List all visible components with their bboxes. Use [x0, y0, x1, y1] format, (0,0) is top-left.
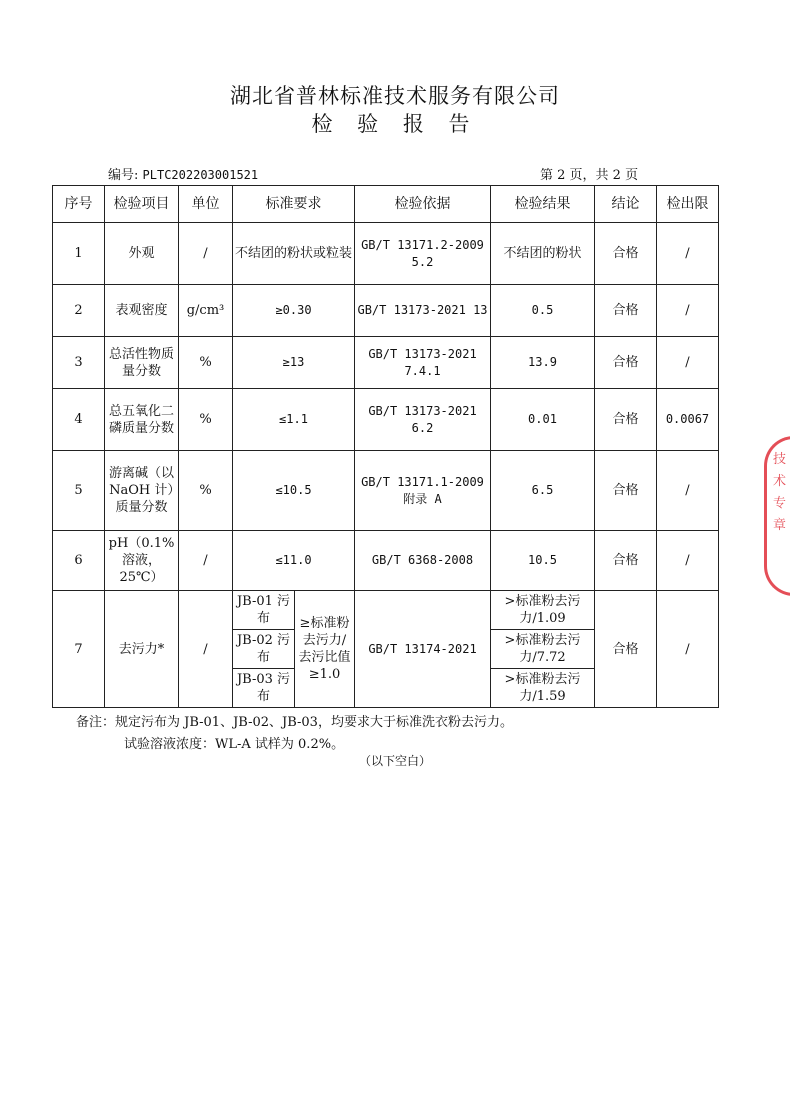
table-row [53, 285, 719, 337]
test-basis: GB/T 13171.2-2009 5.2 [355, 223, 491, 285]
unit: / [179, 531, 233, 591]
detection-limit: / [657, 223, 719, 285]
column-header: 检验结果 [491, 186, 595, 223]
requirement: 不结团的粉状或粒装 [233, 223, 355, 285]
blank-below-note: （以下空白） [358, 754, 431, 768]
requirement: ≤1.1 [233, 389, 355, 451]
test-result: 13.9 [491, 337, 595, 389]
conclusion: 合格 [595, 337, 657, 389]
report-number [108, 164, 258, 183]
row-number: 7 [53, 591, 105, 708]
column-header: 标准要求 [233, 186, 355, 223]
detection-limit: 0.0067 [657, 389, 719, 451]
row-number: 3 [53, 337, 105, 389]
unit: % [179, 337, 233, 389]
test-result: 10.5 [491, 531, 595, 591]
row-number: 4 [53, 389, 105, 451]
column-header: 单位 [179, 186, 233, 223]
inspection-table [52, 185, 719, 708]
unit: / [179, 223, 233, 285]
requirement: ≥0.30 [233, 285, 355, 337]
test-basis: GB/T 13171.1-2009 附录 A [355, 451, 491, 531]
detection-limit: / [657, 591, 719, 708]
seal-char: 术 [773, 474, 787, 489]
test-result: 不结团的粉状 [491, 223, 595, 285]
table-row [53, 223, 719, 285]
test-item: pH（0.1% 溶液，25℃） [105, 531, 179, 591]
test-basis: GB/T 13173-2021 6.2 [355, 389, 491, 451]
table-row [53, 451, 719, 531]
table-row [53, 591, 719, 630]
test-item: 表观密度 [105, 285, 179, 337]
conclusion: 合格 [595, 451, 657, 531]
test-result: >标准粉去污力/7.72 [491, 630, 595, 669]
row-number: 2 [53, 285, 105, 337]
conclusion: 合格 [595, 531, 657, 591]
test-result: >标准粉去污力/1.09 [491, 591, 595, 630]
row-number: 1 [53, 223, 105, 285]
seal-char: 专 [773, 496, 787, 511]
unit: % [179, 451, 233, 531]
test-basis: GB/T 13173-2021 13 [355, 285, 491, 337]
column-header: 检验项目 [105, 186, 179, 223]
table-row [53, 337, 719, 389]
note-line: 备注：规定污布为 JB-01、JB-02、JB-03，均要求大于标准洗衣粉去污力。 [76, 715, 513, 730]
report-number-label: 编号: [108, 168, 139, 183]
requirement: ≥标准粉去污力/去污比值≥1.0 [295, 591, 355, 708]
column-header: 检出限 [657, 186, 719, 223]
test-basis: GB/T 6368-2008 [355, 531, 491, 591]
column-header: 检验依据 [355, 186, 491, 223]
seal-char: 技 [773, 452, 787, 467]
note-line: 试验溶液浓度：WL-A 试样为 0.2%。 [124, 737, 345, 752]
column-header: 序号 [53, 186, 105, 223]
test-item: 外观 [105, 223, 179, 285]
detection-limit: / [657, 285, 719, 337]
cloth-label: JB-03 污布 [233, 669, 295, 708]
test-item: 游离碱（以 NaOH 计）质量分数 [105, 451, 179, 531]
unit: g/cm³ [179, 285, 233, 337]
table-row [53, 389, 719, 451]
row-number: 6 [53, 531, 105, 591]
company-title: 湖北省普林标准技术服务有限公司 [230, 84, 560, 108]
table-row [53, 531, 719, 591]
requirement: ≤10.5 [233, 451, 355, 531]
row-number: 5 [53, 451, 105, 531]
unit: / [179, 591, 233, 708]
table-header-row [53, 186, 719, 223]
column-header: 结论 [595, 186, 657, 223]
seal-char: 章 [773, 518, 787, 533]
test-item: 总五氧化二磷质量分数 [105, 389, 179, 451]
test-basis: GB/T 13173-2021 7.4.1 [355, 337, 491, 389]
page-info: 第 2 页，共 2 页 [540, 168, 639, 183]
report-number-value: PLTC202203001521 [142, 168, 259, 182]
requirement: ≤11.0 [233, 531, 355, 591]
requirement: ≥13 [233, 337, 355, 389]
detection-limit: / [657, 337, 719, 389]
conclusion: 合格 [595, 285, 657, 337]
conclusion: 合格 [595, 591, 657, 708]
cloth-label: JB-02 污布 [233, 630, 295, 669]
test-result: 6.5 [491, 451, 595, 531]
test-item: 去污力* [105, 591, 179, 708]
test-item: 总活性物质量分数 [105, 337, 179, 389]
conclusion: 合格 [595, 389, 657, 451]
detection-limit: / [657, 451, 719, 531]
conclusion: 合格 [595, 223, 657, 285]
detection-limit: / [657, 531, 719, 591]
test-basis: GB/T 13174-2021 [355, 591, 491, 708]
official-seal [764, 436, 790, 596]
test-result: 0.01 [491, 389, 595, 451]
test-result: 0.5 [491, 285, 595, 337]
cloth-label: JB-01 污布 [233, 591, 295, 630]
unit: % [179, 389, 233, 451]
test-result: >标准粉去污力/1.59 [491, 669, 595, 708]
report-title: 检 验 报 告 [311, 112, 479, 136]
